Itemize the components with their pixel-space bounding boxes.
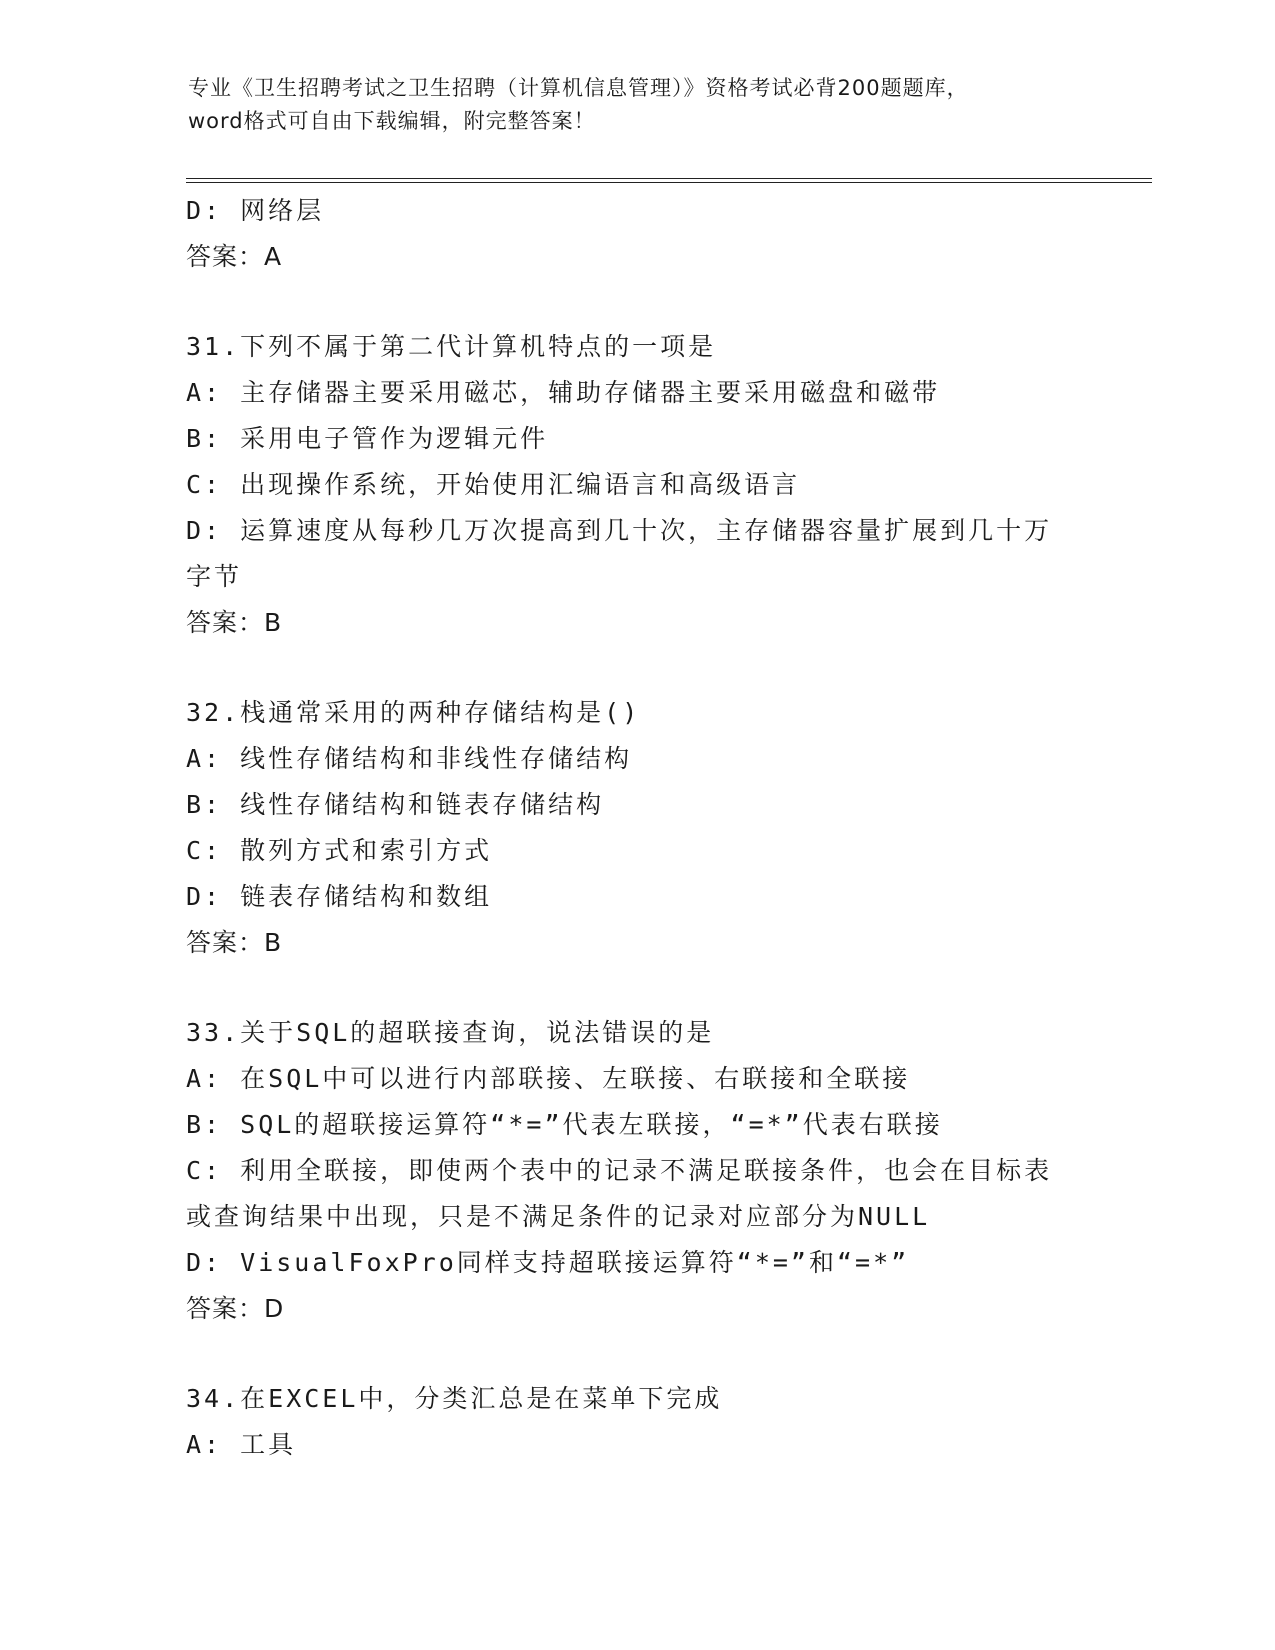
question-text: 32.栈通常采用的两种存储结构是() [186, 698, 641, 727]
question-text: 34.在EXCEL中，分类汇总是在菜单下完成 [186, 1384, 723, 1413]
option-a: A: 线性存储结构和非线性存储结构 [186, 744, 633, 773]
question-block-34 [186, 1376, 1076, 1468]
header-line-1: 专业《卫生招聘考试之卫生招聘（计算机信息管理）》资格考试必背200题题库， [188, 76, 969, 100]
option-a: A: 主存储器主要采用磁芯，辅助存储器主要采用磁盘和磁带 [186, 378, 941, 407]
answer-label: 答案：D [186, 1294, 285, 1323]
answer-label: 答案：A [186, 242, 283, 271]
question-block-31 [186, 324, 1076, 646]
option-d: D: 链表存储结构和数组 [186, 882, 493, 911]
answer-label: 答案：B [186, 608, 283, 637]
option-c: C: 散列方式和索引方式 [186, 836, 493, 865]
option-a: A: 在SQL中可以进行内部联接、左联接、右联接和全联接 [186, 1064, 911, 1093]
option-b: B: 线性存储结构和链表存储结构 [186, 790, 605, 819]
option-b: B: 采用电子管作为逻辑元件 [186, 424, 549, 453]
option-a: A: 工具 [186, 1430, 297, 1459]
option-d: D: 网络层 [186, 196, 325, 225]
answer-label: 答案：B [186, 928, 283, 957]
question-text: 31.下列不属于第二代计算机特点的一项是 [186, 332, 717, 361]
option-d: D: 运算速度从每秒几万次提高到几十次，主存储器容量扩展到几十万字节 [186, 516, 1053, 591]
question-block-33 [186, 1010, 1076, 1332]
question-list [186, 188, 1076, 1468]
header-line-2: word格式可自由下载编辑，附完整答案！ [188, 109, 596, 133]
option-b: B: SQL的超联接运算符“*=”代表左联接，“=*”代表右联接 [186, 1110, 943, 1139]
header-divider-bottom [186, 182, 1152, 183]
question-block-30 [186, 188, 1076, 280]
header-divider-top [186, 178, 1152, 179]
document-header [188, 72, 1088, 138]
option-c: C: 出现操作系统，开始使用汇编语言和高级语言 [186, 470, 801, 499]
question-block-32 [186, 690, 1076, 966]
option-c: C: 利用全联接，即使两个表中的记录不满足联接条件，也会在目标表或查询结果中出现，只是不满足条件的记录对应部分为NULL [186, 1156, 1053, 1231]
option-d: D: VisualFoxPro同样支持超联接运算符“*=”和“=*” [186, 1248, 910, 1277]
question-text: 33.关于SQL的超联接查询，说法错误的是 [186, 1018, 715, 1047]
